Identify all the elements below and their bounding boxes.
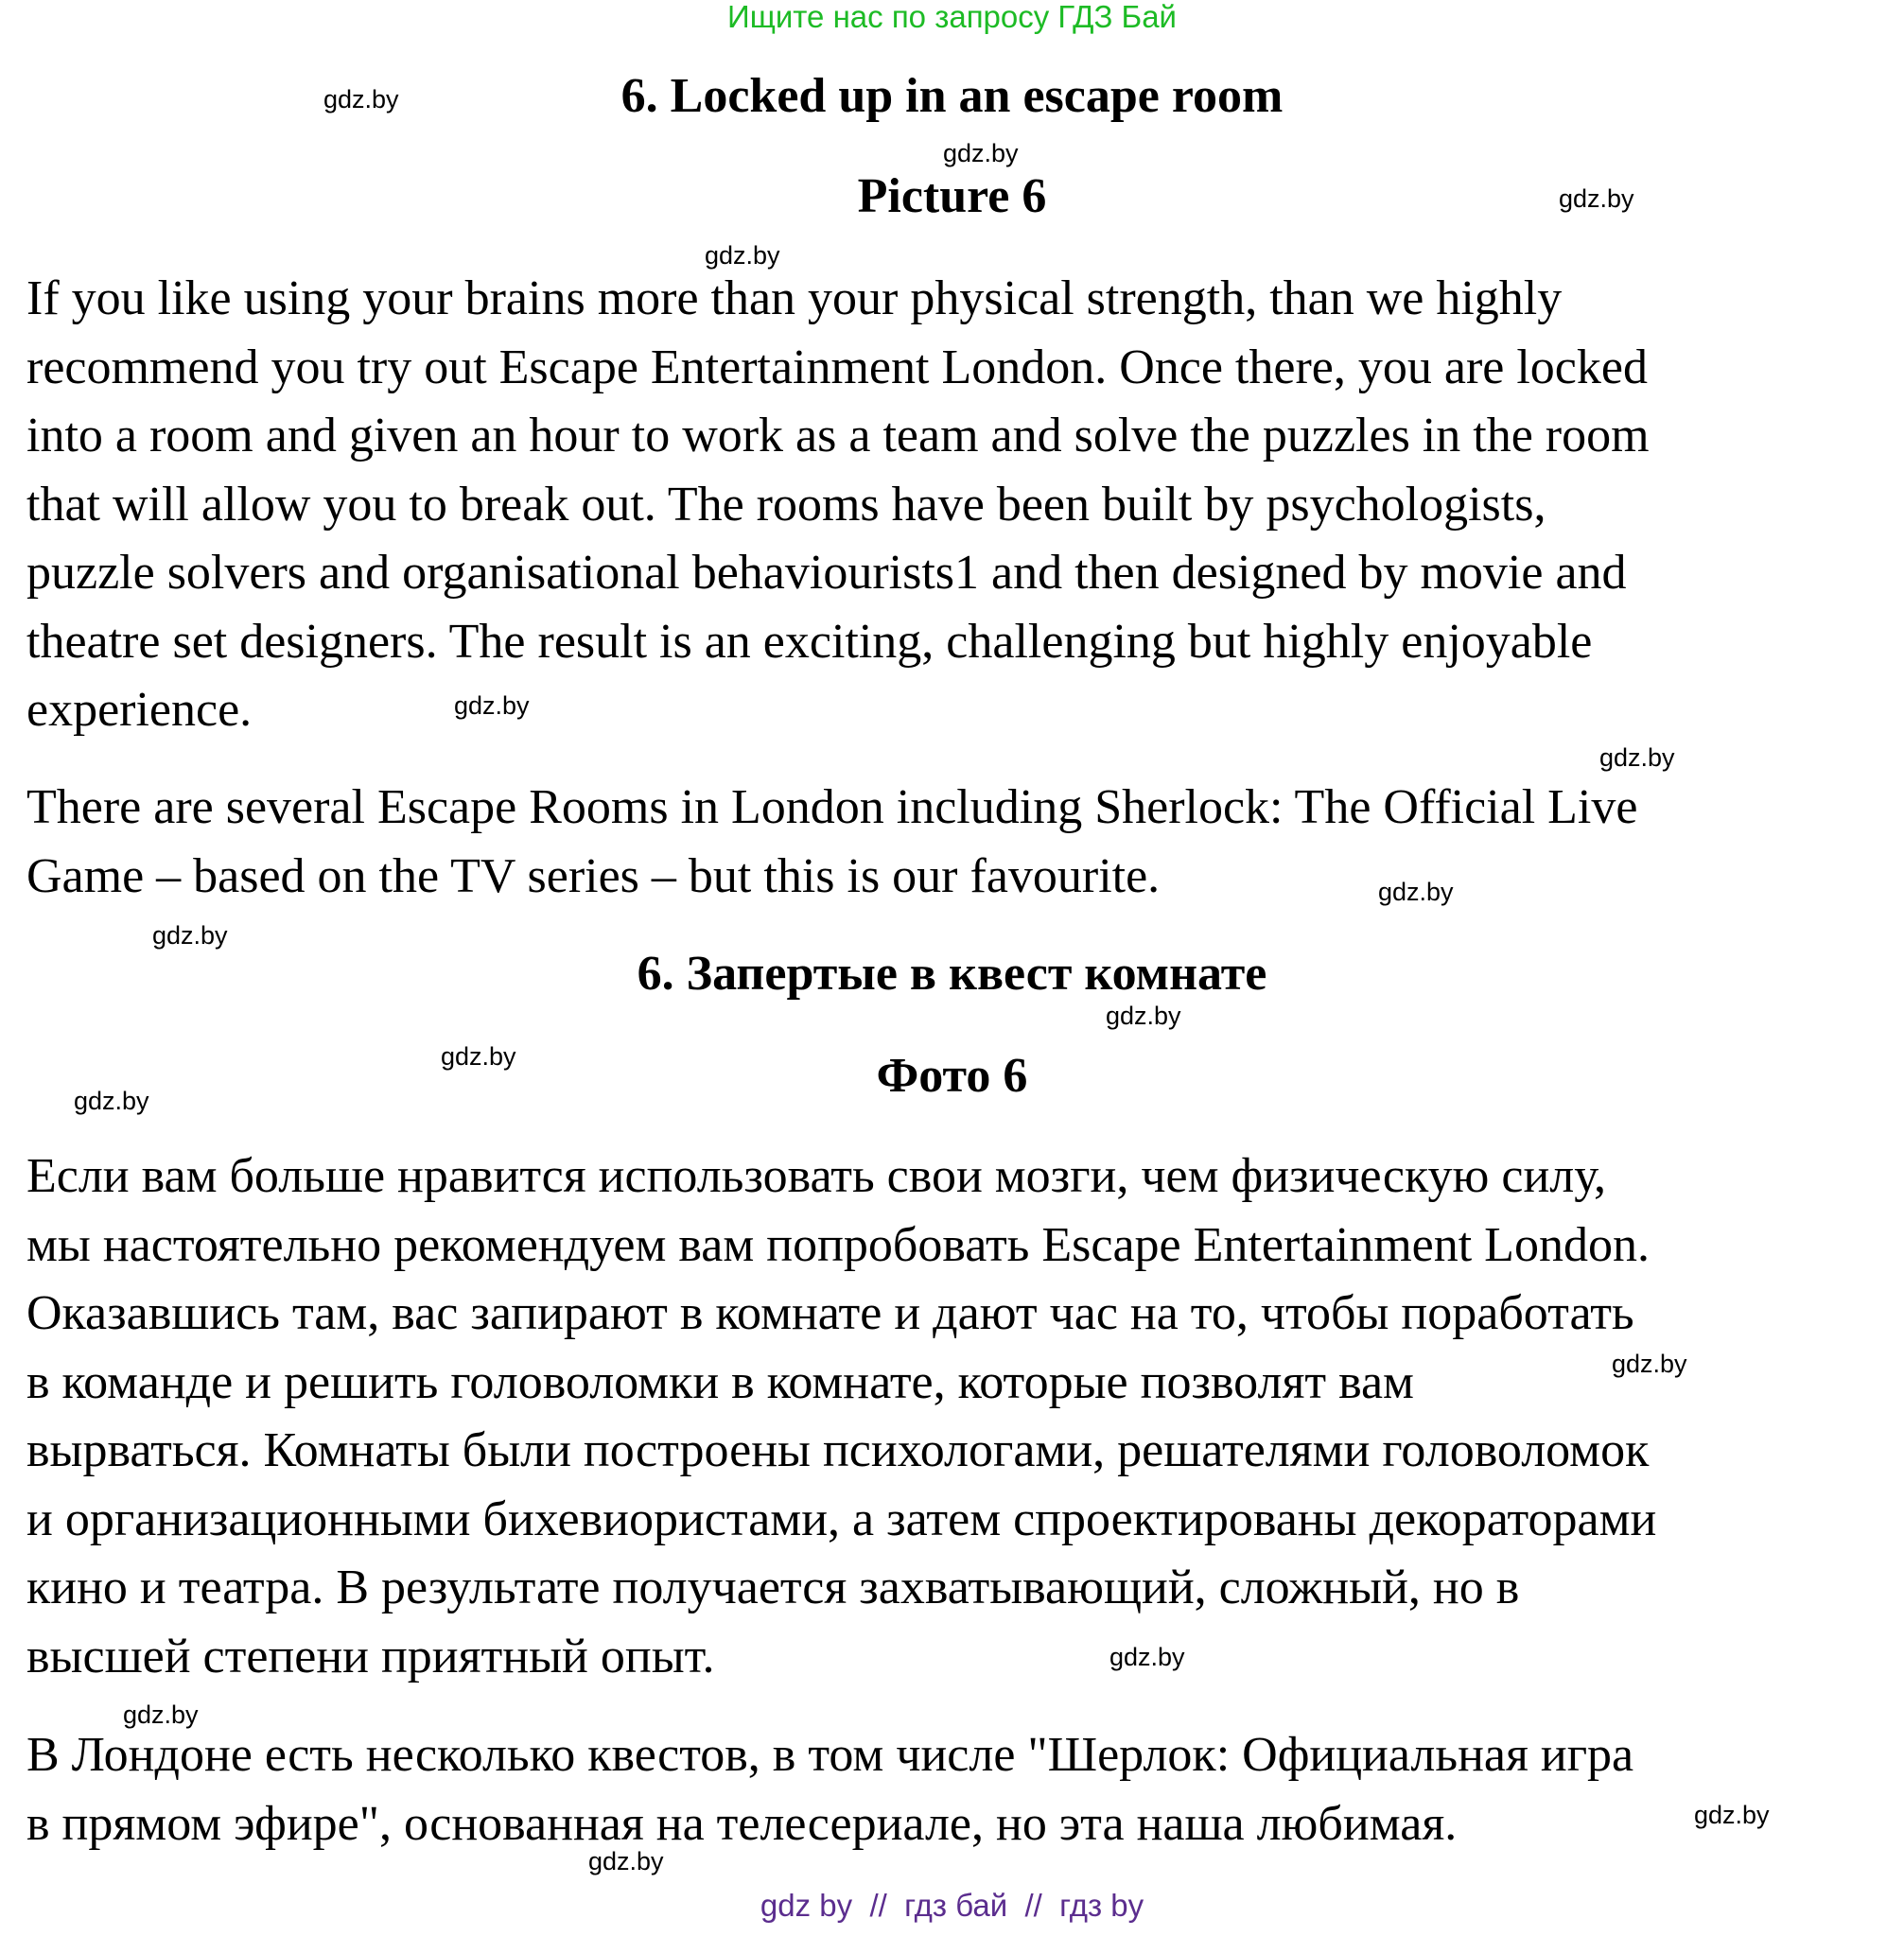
watermark: gdz.by: [1612, 1350, 1687, 1378]
text-line: that will allow you to break out. The rooms have been built by psychologists,: [26, 477, 1546, 532]
text-line: If you like using your brains more than your physical strength, than we highly: [26, 271, 1563, 325]
watermark: gdz.by: [454, 691, 530, 720]
watermark: gdz.by: [943, 139, 1019, 167]
watermark: gdz.by: [1109, 1643, 1185, 1671]
text-line: Оказавшись там, вас запирают в комнате и дают час на то, чтобы поработать: [26, 1286, 1634, 1340]
watermark: gdz.by: [1378, 878, 1454, 906]
russian-paragraph-2: [26, 1721, 1880, 1858]
text-line: There are several Escape Rooms in London including Sherlock: The Official Live: [26, 780, 1638, 834]
text-line: puzzle solvers and organisational behaviourists1 and then designed by movie and: [26, 546, 1627, 600]
search-banner: Ищите нас по запросу ГДЗ Бай: [727, 0, 1177, 34]
text-line: и организационными бихевиористами, а затем спроектированы декораторами: [26, 1491, 1657, 1546]
english-paragraph-2: [26, 774, 1880, 911]
text-line: experience.: [26, 683, 253, 737]
english-paragraph-1: [26, 265, 1880, 745]
text-line: recommend you try out Escape Entertainment London. Once there, you are locked: [26, 340, 1648, 394]
text-line: theatre set designers. The result is an exciting, challenging but highly enjoyable: [26, 614, 1593, 669]
english-title: 6. Locked up in an escape room: [620, 69, 1284, 123]
footer-links: gdz by // гдз бай // гдз by: [760, 1888, 1144, 1923]
russian-paragraph-1: [26, 1142, 1880, 1691]
text-line: в прямом эфире", основанная на телесериале, но эта наша любимая.: [26, 1796, 1458, 1851]
watermark: gdz.by: [705, 241, 780, 270]
watermark: gdz.by: [441, 1042, 516, 1071]
text-line: вырваться. Комнаты были построены психологами, решателями головоломок: [26, 1423, 1650, 1477]
watermark: gdz.by: [74, 1087, 149, 1115]
text-line: кино и театра. В результате получается захватывающий, сложный, но в: [26, 1561, 1520, 1614]
watermark: gdz.by: [1694, 1801, 1770, 1829]
text-line: высшей степени приятный опыт.: [26, 1629, 715, 1683]
text-line: into a room and given an hour to work as a team and solve the puzzles in the room: [26, 409, 1650, 462]
text-line: Если вам больше нравится использовать свои мозги, чем физическую силу,: [26, 1149, 1607, 1203]
watermark: gdz.by: [588, 1847, 664, 1875]
russian-subtitle: Фото 6: [876, 1049, 1028, 1103]
watermark: gdz.by: [1106, 1002, 1181, 1030]
text-line: в команде и решить головоломки в комнате, которые позволят вам: [26, 1354, 1414, 1409]
watermark: gdz.by: [1559, 184, 1634, 213]
russian-title: 6. Запертые в квест комнате: [637, 947, 1267, 1001]
watermark: gdz.by: [1599, 743, 1675, 772]
text-line: Game – based on the TV series – but this is our favourite.: [26, 848, 1161, 903]
watermark: gdz.by: [123, 1701, 199, 1729]
english-subtitle: Picture 6: [857, 169, 1047, 223]
text-line: В Лондоне есть несколько квестов, в том числе "Шерлок: Официальная игра: [26, 1728, 1634, 1782]
watermark: gdz.by: [152, 921, 228, 950]
watermark: gdz.by: [323, 85, 399, 113]
text-line: мы настоятельно рекомендуем вам попробовать Escape Entertainment London.: [26, 1217, 1650, 1272]
